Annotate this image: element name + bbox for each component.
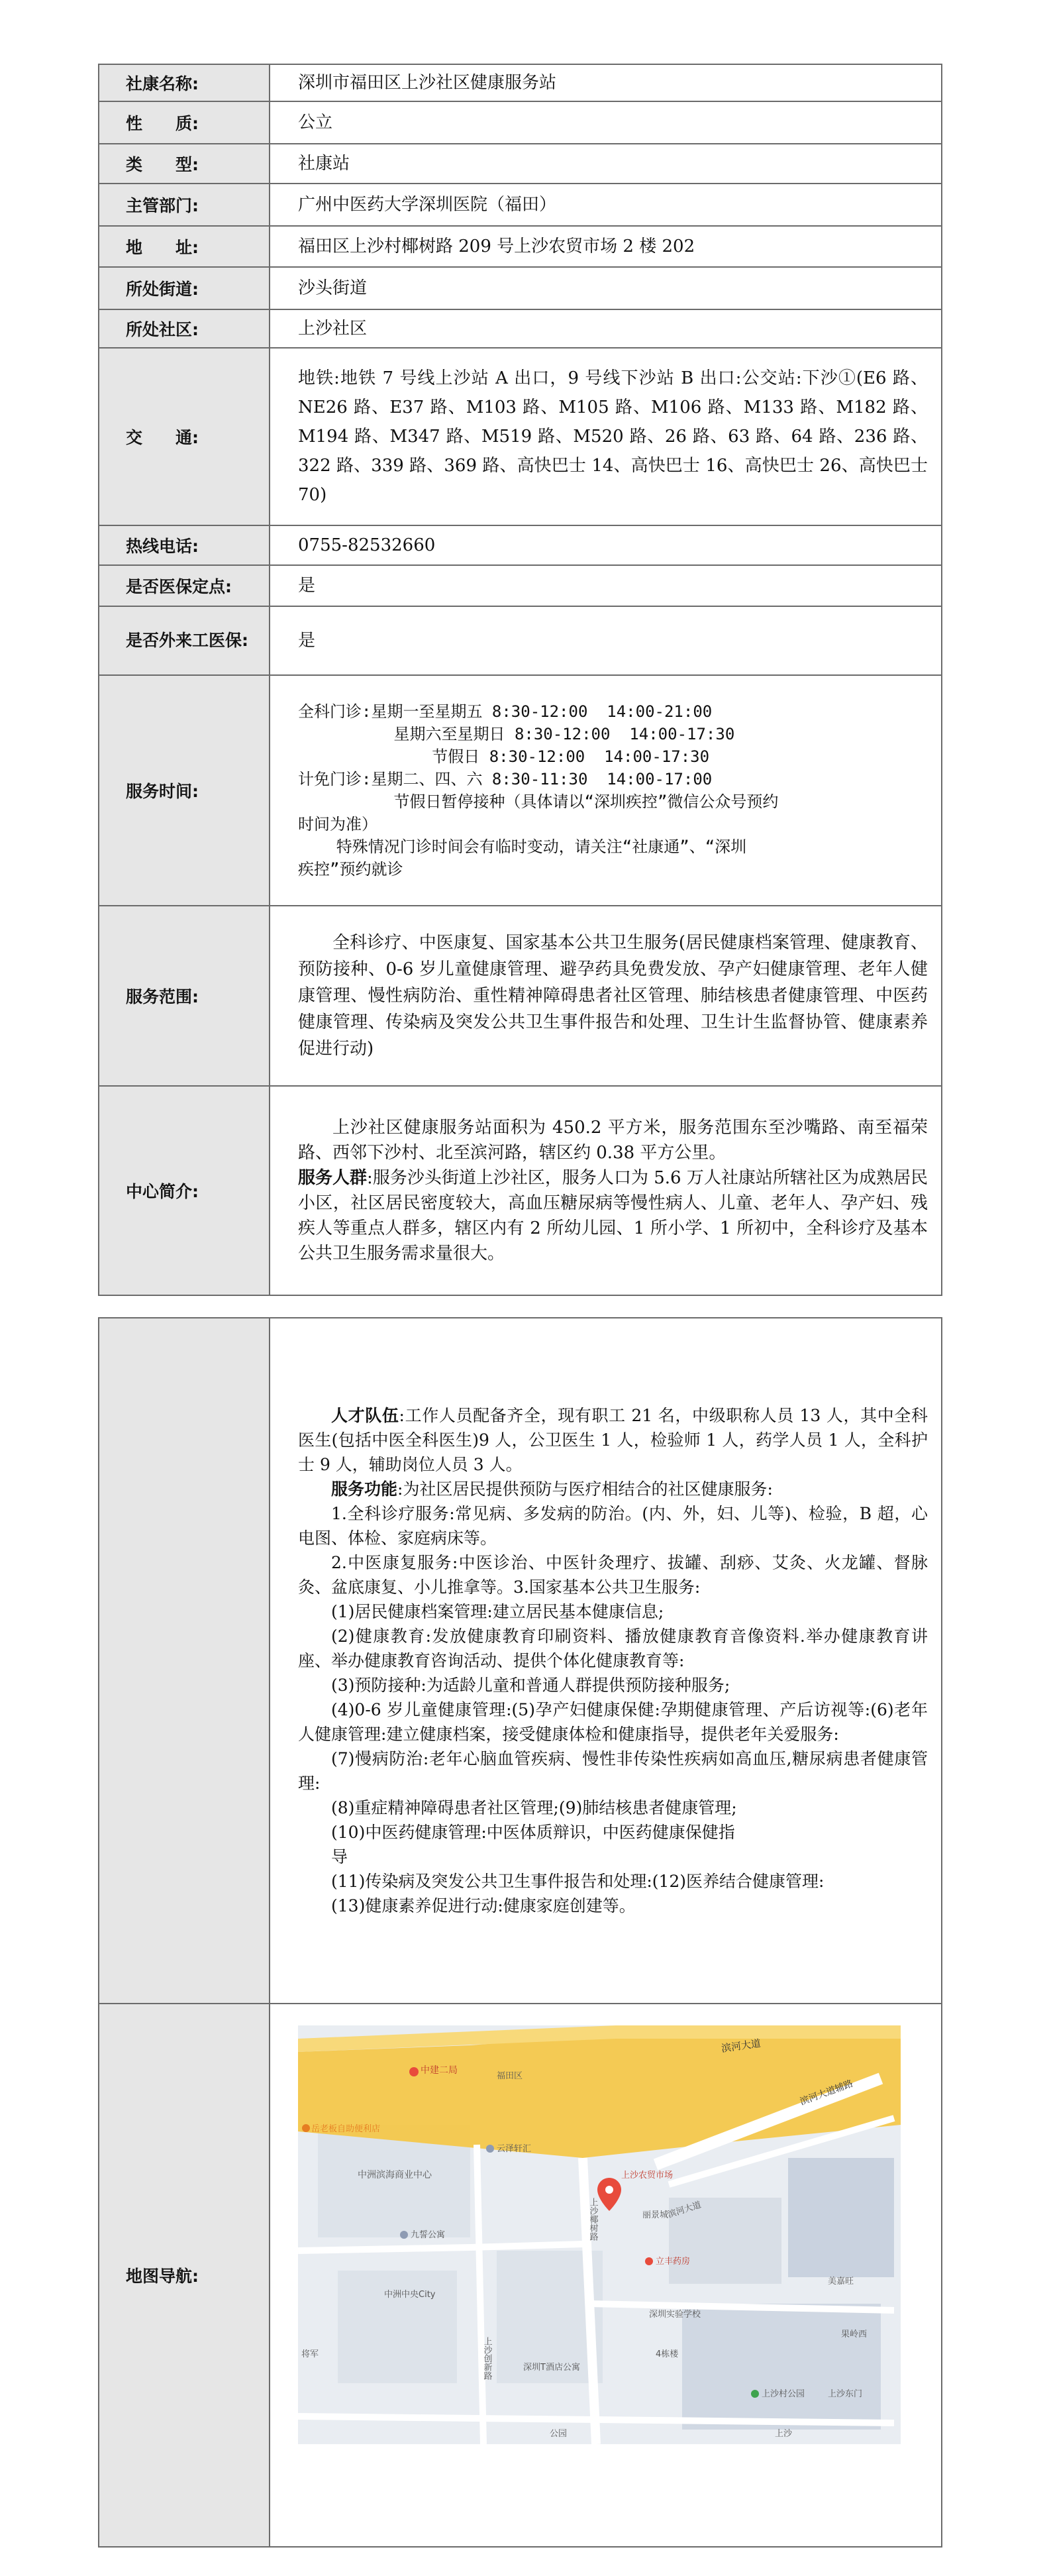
function-paragraph — [298, 1477, 928, 1501]
map-text-roadside: 岳老板自助便利店 — [311, 2124, 381, 2134]
hours-line-8: 疾控”预约就诊 — [298, 860, 403, 879]
traffic-label: 交 通: — [99, 348, 270, 525]
function-item-9a: (10)中医药健康管理:中医体质辩识，中医药健康保健指 — [331, 1823, 735, 1842]
hours-line-4: 计免门诊:星期二、四、六 8:30-11:30 14:00-17:00 — [298, 770, 713, 788]
row-hours — [99, 675, 942, 906]
map-text-jiangjun: 将军 — [301, 2349, 319, 2359]
poi-dot — [302, 2124, 310, 2132]
row-hotline — [99, 525, 942, 565]
function-item-8: (8)重症精神障碍患者社区管理;(9)肺结核患者健康管理; — [331, 1798, 737, 1817]
row-map — [99, 2004, 942, 2547]
map-text-yuntaihui: 云泽轩汇 — [497, 2144, 532, 2154]
intro-paragraph-1: 上沙社区健康服务站面积为 450.2 平方米，服务范围东至沙嘴路、南至福荣路、西邻下沙村、北至滨河路，辖区约 0.38 平方公里。 — [298, 1118, 928, 1163]
type-label: 类 型: — [99, 144, 270, 184]
function-item-6: (4)0-6 岁儿童健康管理:(5)孕产妇健康保健:孕期健康管理、产后访视等:(6)老年人健康管理:建立健康档案，接受健康体检和健康指导，提供老年关爱服务: — [298, 1700, 928, 1744]
intro-label: 中心简介: — [99, 1086, 270, 1295]
map-text-jiuxi: 九誓公寓 — [411, 2230, 446, 2240]
type-value: 社康站 — [270, 144, 942, 184]
nature-label: 性 质: — [99, 101, 270, 144]
staff-paragraph — [298, 1403, 928, 1477]
staff-text: :工作人员配备齐全，现有职工 21 名，中级职称人员 13 人，其中全科医生(包括中医全科医生)9 人，公卫医生 1 人，检验师 1 人，药学人员 1 人，全科护士 9 人，辅助岗位人员 3 人。 — [298, 1406, 928, 1474]
migrant-label: 是否外来工医保: — [99, 606, 270, 675]
map-text-square: 中洲滨海商业中心 — [358, 2170, 432, 2180]
row-dept — [99, 184, 942, 226]
map-text-zhongjian: 中建二局 — [421, 2065, 458, 2076]
map-text-gongyuan: 公园 — [550, 2429, 568, 2439]
insurance-label: 是否医保定点: — [99, 565, 270, 606]
scope-value — [270, 906, 942, 1086]
community-label: 所处社区: — [99, 309, 270, 348]
function-text: :为社区居民提供预防与医疗相结合的社区健康服务: — [397, 1479, 773, 1499]
row-street — [99, 267, 942, 309]
nature-value: 公立 — [270, 101, 942, 144]
function-item-7: (7)慢病防治:老年心脑血管疾病、慢性非传染性疾病如高血压,糖尿病患者健康管理: — [298, 1749, 928, 1793]
scope-text: 全科诊疗、中医康复、国家基本公共卫生服务(居民健康档案管理、健康教育、预防接种、0-6 岁儿童健康管理、避孕药具免费发放、孕产妇健康管理、老年人健康管理、慢性病防治、重性精神障碍患者社区管理、肺结核患者健康管理、中医药健康管理、传染病及突发公共卫生事件报告和处理、卫生计生监督协管、健康素养促进行动) — [298, 933, 928, 1059]
insurance-value: 是 — [270, 565, 942, 606]
map-text-gate: 上沙东门 — [828, 2389, 863, 2399]
function-item-4: (2)健康教育:发放健康教育印刷资料、播放健康教育音像资料.举办健康教育讲座、举办健康教育咨询活动、提供个体化健康教育等: — [298, 1627, 928, 1670]
dept-label: 主管部门: — [99, 184, 270, 226]
map-text-zhongzhou: 中洲中央City — [384, 2290, 436, 2300]
address-label: 地 址: — [99, 226, 270, 267]
map-text-shangsha-2: 上沙创新路 — [481, 2337, 492, 2380]
row-type — [99, 144, 942, 184]
hotline-label: 热线电话: — [99, 525, 270, 565]
poi-dot — [409, 2067, 419, 2076]
poi-dot — [486, 2145, 494, 2153]
name-value: 深圳市福田区上沙社区健康服务站 — [270, 64, 942, 101]
address-value: 福田区上沙村椰树路 209 号上沙农贸市场 2 楼 202 — [270, 226, 942, 267]
row-migrant — [99, 606, 942, 675]
intro-value — [270, 1086, 942, 1295]
map-block — [682, 2304, 881, 2430]
map-text-metro: 上沙 — [775, 2429, 793, 2439]
hours-line-7: 特殊情况门诊时间会有临时变动，请关注“社康通”、“深圳 — [298, 837, 747, 856]
function-item-9b: 导 — [331, 1847, 348, 1866]
map-text-shuzhi: 果岭西 — [841, 2330, 868, 2339]
poi-dot — [645, 2257, 653, 2265]
hours-line-1: 全科门诊:星期一至星期五 8:30-12:00 14:00-21:00 — [298, 702, 713, 721]
intro-paragraph-2 — [298, 1165, 928, 1266]
row-scope — [99, 906, 942, 1086]
info-table-detail — [98, 1317, 942, 2548]
map-text-ninefloor: 4栋楼 — [656, 2349, 679, 2359]
hotline-value: 0755-82532660 — [270, 525, 942, 565]
hours-line-5: 节假日暂停接种（具体请以“深圳疾控”微信公众号预约 — [298, 792, 779, 811]
map-text-station: 上沙农贸市场 — [621, 2171, 674, 2180]
map-text-shangsha: 上沙椰树路 — [587, 2198, 598, 2241]
hours-line-2: 星期六至星期日 8:30-12:00 14:00-17:30 — [298, 725, 735, 743]
row-detail — [99, 1318, 942, 2004]
name-label: 社康名称: — [99, 64, 270, 101]
map-canvas[interactable] — [298, 2025, 901, 2444]
street-label: 所处街道: — [99, 267, 270, 309]
dept-value: 广州中医药大学深圳医院（福田） — [270, 184, 942, 226]
intro-paragraph-2-text: :服务沙头街道上沙社区，服务人口为 5.6 万人社康站所辖社区为成熟居民小区，社区居民密度较大，高血压糖尿病等慢性病人、儿童、老年人、孕产妇、残疾人等重点人群多，辖区内有 2 所幼儿园、1 所小学、1 所初中，全科诊疗及基本公共卫生服务需求量很大。 — [298, 1168, 928, 1263]
map-label: 地图导航: — [99, 2004, 270, 2547]
row-community — [99, 309, 942, 348]
map-text-xinhe: 福田区 — [497, 2071, 523, 2081]
detail-label-cell — [99, 1318, 270, 2004]
function-item-3: (1)居民健康档案管理:建立居民基本健康信息; — [331, 1602, 664, 1621]
map-text-hotel: 深圳T酒店公寓 — [523, 2363, 580, 2373]
map-block — [788, 2158, 894, 2277]
map-text-binhe-2: 滨河大道辅路 — [798, 2078, 855, 2108]
poi-dot — [751, 2390, 759, 2398]
function-item-11: (13)健康素养促进行动:健康家庭创建等。 — [331, 1896, 636, 1915]
row-traffic — [99, 348, 942, 525]
community-value: 上沙社区 — [270, 309, 942, 348]
staff-bold: 人才队伍 — [331, 1406, 399, 1425]
poi-dot — [400, 2231, 408, 2239]
function-item-1: 1.全科诊疗服务:常见病、多发病的防治。(内、外，妇、儿等)、检验，B 超，心电图、体检、家庭病床等。 — [298, 1504, 928, 1548]
hours-line-3: 节假日 8:30-12:00 14:00-17:30 — [298, 747, 710, 766]
info-table-main — [98, 64, 942, 1296]
traffic-value: 地铁:地铁 7 号线上沙站 A 出口，9 号线下沙站 B 出口:公交站:下沙①(E6 路、NE26 路、E37 路、M103 路、M105 路、M106 路、M133 路、M182 路、M194 路、M347 路、M519 路、M520 路、26 路、63 路、64 路、236 路、322 路、339 路、369 路、高快巴士 14、高快巴士 16、高快巴士 26、高快巴士 70) — [270, 348, 942, 525]
row-intro — [99, 1086, 942, 1295]
function-item-5: (3)预防接种:为适龄儿童和普通人群提供预防接种服务; — [331, 1676, 730, 1695]
migrant-value: 是 — [270, 606, 942, 675]
row-insurance — [99, 565, 942, 606]
row-address — [99, 226, 942, 267]
row-name — [99, 64, 942, 101]
function-item-2: 2.中医康复服务:中医诊治、中医针灸理疗、拔罐、刮痧、艾灸、火龙罐、督脉灸、盆底康复、小儿推拿等。3.国家基本公共卫生服务: — [298, 1553, 928, 1597]
map-text-binhe: 滨河大道 — [721, 2037, 762, 2055]
map-text-lijing: 丽景城 — [642, 2210, 669, 2220]
street-value: 沙头街道 — [270, 267, 942, 309]
function-bold: 服务功能 — [331, 1479, 398, 1499]
map-text-binhe-3: 滨河大道 — [666, 2200, 703, 2220]
hours-line-6: 时间为准） — [298, 815, 377, 833]
map-block — [338, 2271, 457, 2383]
map-text-park: 上沙村公园 — [762, 2389, 805, 2399]
function-item-10: (11)传染病及突发公共卫生事件报告和处理:(12)医养结合健康管理: — [331, 1872, 825, 1891]
hours-value — [270, 675, 942, 906]
map-view[interactable] — [298, 2025, 901, 2444]
intro-bold-label: 服务人群 — [298, 1168, 368, 1188]
hours-label: 服务时间: — [99, 675, 270, 906]
detail-value — [270, 1318, 942, 2004]
row-nature — [99, 101, 942, 144]
map-text-shop: 美嘉旺 — [828, 2277, 854, 2286]
scope-label: 服务范围: — [99, 906, 270, 1086]
map-text-kfc: 立丰药房 — [656, 2257, 691, 2267]
map-cell — [270, 2004, 942, 2547]
map-text-school: 深圳实验学校 — [649, 2310, 701, 2320]
